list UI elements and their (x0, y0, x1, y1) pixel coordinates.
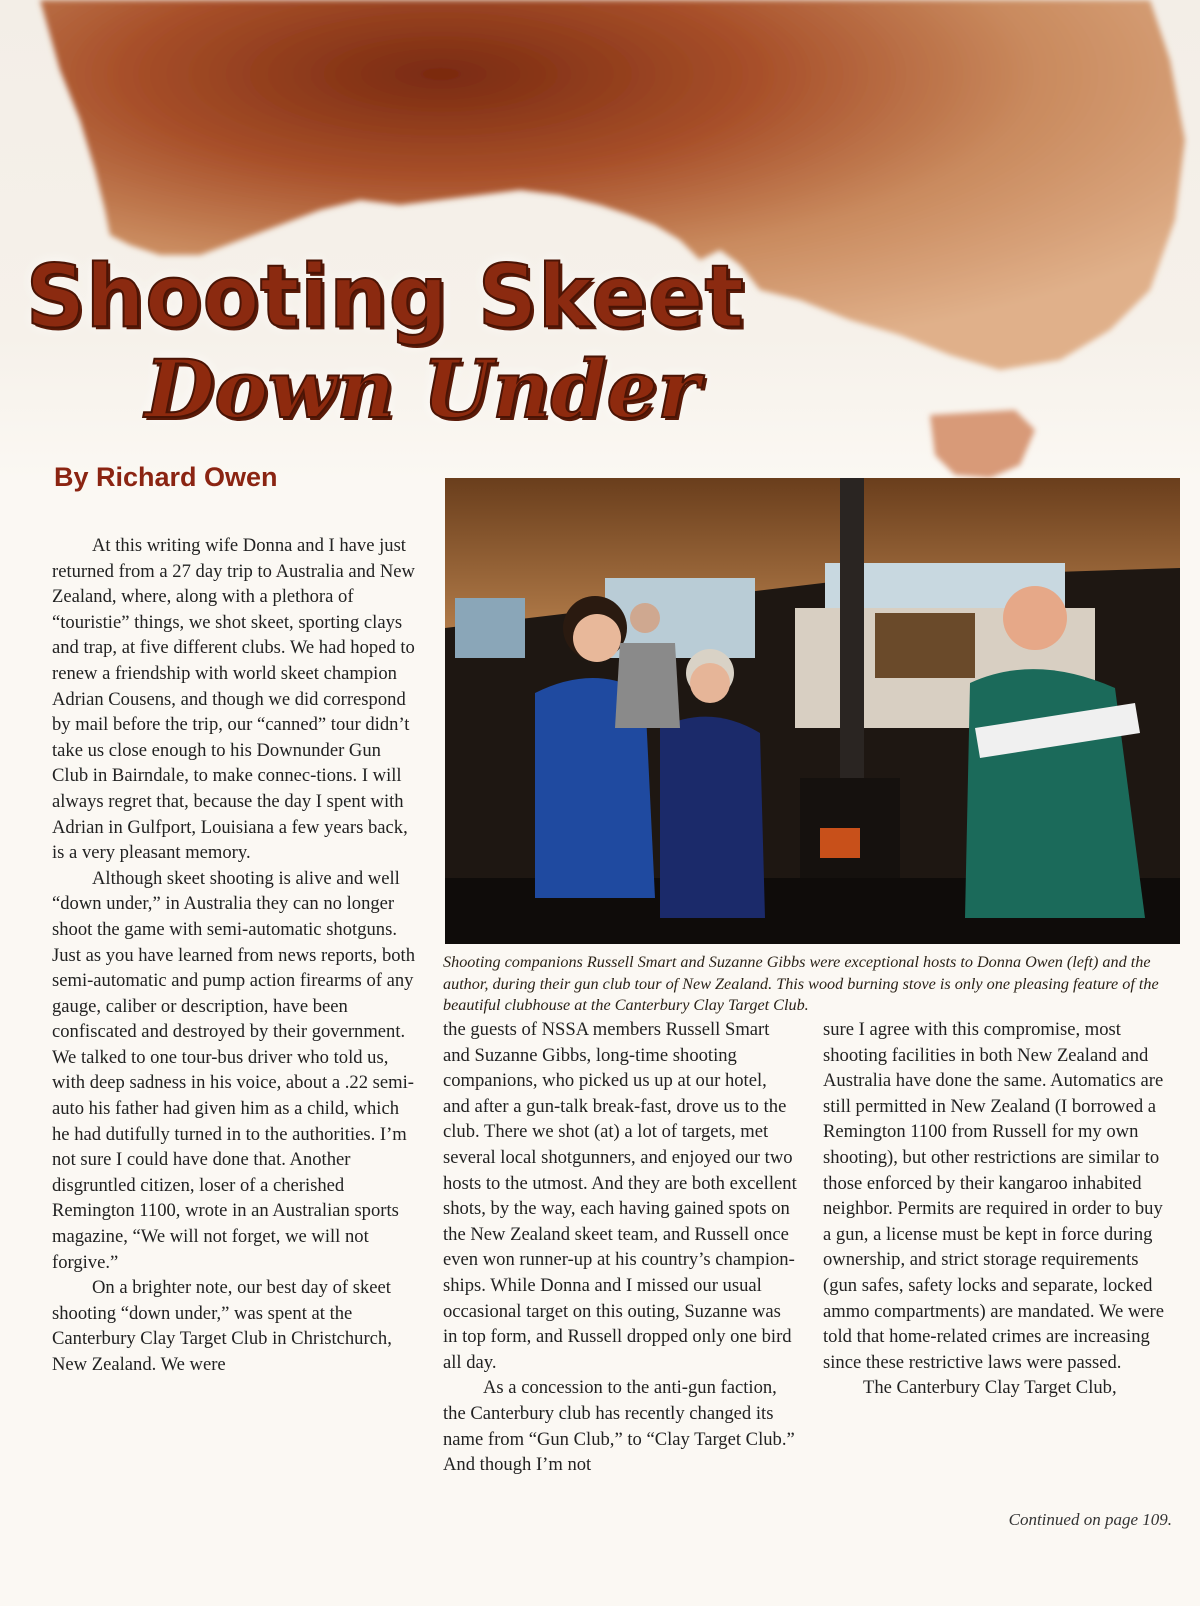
window-left (455, 598, 525, 658)
stove-pipe (840, 478, 864, 788)
paragraph: the guests of NSSA members Russell Smart and Suzanne Gibbs, long-time shooting companions, who picked us up at our hotel, and after a gun-talk break-fast, drove us to the club. There we shot (at) a lot of targets, met several local shotgunners, and enjoyed our two hosts to the utmost. And they are both excellent shots, by the way, each having gained spots on the New Zealand skeet team, and Russell once even won runner-up at his country’s champion-ships. While Donna and I missed our usual occasional target on this outing, Suzanne was in top form, and Russell dropped only one bird all day. (443, 1019, 797, 1373)
paragraph: As a concession to the anti-gun faction, the Canterbury club has recently changed its name from “Gun Club,” to “Clay Target Club.” And though I’m not (443, 1377, 795, 1476)
cabinet (875, 613, 975, 678)
paragraph: sure I agree with this compromise, most shooting facilities in both New Zealand and Australia have done the same. Automatics are still permitted in New Zealand (I borrowed a Remington 1100 from Russell for my own shooting), but other restrictions are similar to those enforced by their kangaroo inhabited neighbor. Permits are required in order to buy a gun, a license must be kept in force during ownership, and strict storage requirements (gun safes, safety locks and separate, locked ammo compartments) are mandated. We were told that home-related crimes are increasing since these restrictive laws were passed. (823, 1019, 1164, 1373)
paragraph: On a brighter note, our best day of skeet shooting “down under,” was spent at the Canterbury Clay Target Club in Christchurch, New Zealand. We were (52, 1277, 392, 1375)
photo-illustration (445, 478, 1180, 944)
article-column-2 (443, 1017, 798, 1478)
paragraph: Although skeet shooting is alive and well “down under,” in Australia they can no longer shoot the game with semi-automatic shotguns. Just as you have learned from news reports, both semi-automatic and pump action firearms of any gauge, caliber or description, have been confiscated and destroyed by their government. We talked to one tour-bus driver who told us, with deep sadness in his voice, about a .22 semi-auto his father had given him as a child, which he had dutifully turned in to the authorities. I’m not sure I could have done that. Another disgruntled citizen, loser of a cherished Remington 1100, wrote in an Australian sports magazine, “We will not forget, we will not forgive.” (52, 867, 416, 1273)
article-column-3 (823, 1017, 1168, 1401)
paragraph: At this writing wife Donna and I have just returned from a 27 day trip to Australia and New Zealand, where, along with a plethora of “touristie” things, we shot skeet, sporting clays and trap, at five different clubs. We had hoped to renew a friendship with world skeet champion Adrian Cousens, and though we did correspond by mail before the trip, our “canned” tour didn’t take us close enough to his Downunder Gun Club in Bairndale, to make connec-tions. I will always regret that, because the day I spent with Adrian in Gulfport, Louisiana a few years back, is a very pleasant memory. (52, 535, 415, 864)
header-banner (0, 0, 1200, 480)
paragraph: The Canterbury Clay Target Club, (863, 1377, 1117, 1399)
photo-caption: Shooting companions Russell Smart and Suzanne Gibbs were exceptional hosts to Donna Owen (left) and the author, during their gun club tour of New Zealand. This wood burning stove is only one pleasing feature of the beautiful clubhouse at the Canterbury Clay Target Club. (443, 953, 1159, 1014)
continued-note: Continued on page 109. (1008, 1510, 1172, 1529)
title-line-2: Down Under (145, 342, 700, 436)
tasmania-shape (930, 410, 1035, 478)
article-column-1 (52, 533, 420, 1378)
stove-fire (820, 828, 860, 858)
title-line-1: Shooting Skeet (26, 247, 745, 348)
clubhouse-photo (445, 478, 1180, 944)
byline: By Richard Owen (54, 462, 278, 492)
